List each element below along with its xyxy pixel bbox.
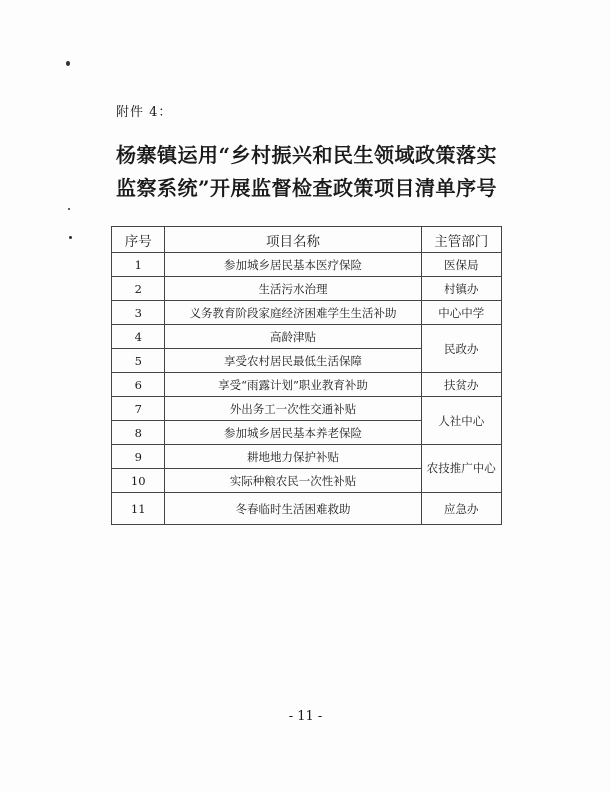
cell-serial: 11: [112, 493, 165, 525]
scan-speck: [69, 236, 72, 239]
cell-department: 农技推广中心: [421, 445, 502, 493]
cell-project-name: 耕地地力保护补贴: [165, 445, 421, 469]
cell-project-name: 冬春临时生活困难救助: [165, 493, 421, 525]
table-header-row: [112, 227, 502, 253]
cell-department: 应急办: [421, 493, 502, 525]
cell-project-name: 高龄津贴: [165, 325, 421, 349]
cell-serial: 2: [112, 277, 165, 301]
cell-project-name: 生活污水治理: [165, 277, 421, 301]
cell-department: 中心中学: [421, 301, 502, 325]
table-row: [112, 325, 502, 349]
cell-serial: 6: [112, 373, 165, 397]
table-row: [112, 301, 502, 325]
table-row: [112, 493, 502, 525]
cell-serial: 4: [112, 325, 165, 349]
attachment-label: 附件 4：: [116, 105, 173, 120]
document-title: [116, 139, 516, 205]
cell-department: 人社中心: [421, 397, 502, 445]
cell-serial: 3: [112, 301, 165, 325]
scan-speck: [68, 208, 70, 210]
cell-department: 民政办: [421, 325, 502, 373]
cell-department: 村镇办: [421, 277, 502, 301]
cell-serial: 10: [112, 469, 165, 493]
cell-project-name: 享受“雨露计划”职业教育补助: [165, 373, 421, 397]
table-row: [112, 277, 502, 301]
title-line-2: 监察系统”开展监督检查政策项目清单序号: [116, 176, 498, 200]
cell-department: 医保局: [421, 253, 502, 277]
cell-serial: 7: [112, 397, 165, 421]
table-row: [112, 445, 502, 469]
header-department: 主管部门: [421, 227, 502, 253]
title-line-1: 杨寨镇运用“乡村振兴和民生领域政策落实: [116, 143, 498, 167]
cell-serial: 9: [112, 445, 165, 469]
page-number: - 11 -: [288, 709, 323, 724]
table-row: [112, 397, 502, 421]
cell-project-name: 实际种粮农民一次性补贴: [165, 469, 421, 493]
cell-project-name: 外出务工一次性交通补贴: [165, 397, 421, 421]
project-list-table: [111, 226, 502, 525]
table-row: [112, 253, 502, 277]
cell-serial: 1: [112, 253, 165, 277]
scan-speck: [66, 61, 70, 66]
cell-project-name: 义务教育阶段家庭经济困难学生生活补助: [165, 301, 421, 325]
header-project-name: 项目名称: [165, 227, 421, 253]
cell-serial: 8: [112, 421, 165, 445]
cell-project-name: 参加城乡居民基本医疗保险: [165, 253, 421, 277]
cell-project-name: 享受农村居民最低生活保障: [165, 349, 421, 373]
cell-serial: 5: [112, 349, 165, 373]
header-serial: 序号: [112, 227, 165, 253]
cell-project-name: 参加城乡居民基本养老保险: [165, 421, 421, 445]
cell-department: 扶贫办: [421, 373, 502, 397]
table-row: [112, 373, 502, 397]
